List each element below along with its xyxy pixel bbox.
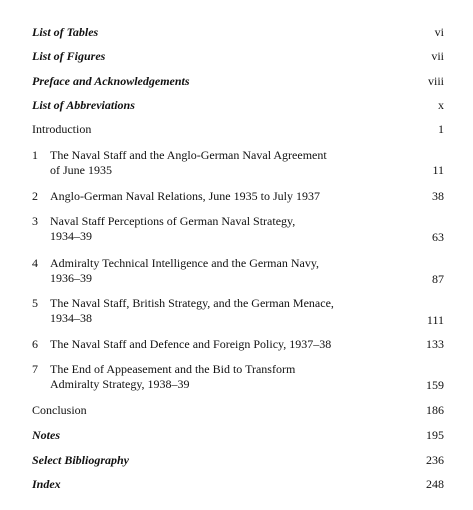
chapter-title-line-1: The Naval Staff and Defence and Foreign Policy, 1937–38	[50, 337, 332, 351]
toc-entry-chapter-7[interactable]	[32, 362, 444, 392]
toc-entry-page: 186	[426, 403, 444, 417]
toc-entry-chapter-4[interactable]	[32, 256, 444, 286]
chapter-title	[50, 214, 380, 244]
chapter-title-line-2: of June 1935	[50, 163, 112, 177]
chapter-title-line-2: 1934–39	[50, 229, 92, 243]
chapter-title-line-2: 1934–38	[50, 311, 92, 325]
toc-entry-title: List of Abbreviations	[32, 98, 135, 112]
chapter-title-line-1: Naval Staff Perceptions of German Naval Strategy,	[50, 214, 296, 228]
toc-entry-page: viii	[427, 74, 444, 88]
chapter-title-line-1: Anglo-German Naval Relations, June 1935 to July 1937	[50, 189, 320, 203]
chapter-title-line-1: The Naval Staff, British Strategy, and the German Menace,	[50, 296, 334, 310]
toc-entry-page: 38	[432, 189, 444, 203]
chapter-number: 2	[32, 189, 38, 203]
chapter-title-line-1: The End of Appeasement and the Bid to Transform	[50, 362, 296, 376]
chapter-title	[50, 362, 380, 392]
chapter-title	[50, 189, 380, 204]
toc-entry-page: vii	[431, 49, 444, 63]
chapter-title	[50, 337, 380, 352]
toc-entry-page: 159	[426, 378, 444, 392]
toc-entry-title: Introduction	[32, 122, 92, 136]
toc-entry-title: Conclusion	[32, 403, 87, 417]
chapter-title-line-2: 1936–39	[50, 271, 92, 285]
toc-entry-page: vi	[434, 25, 444, 39]
toc-entry-title: Select Bibliography	[32, 453, 129, 467]
chapter-number: 1	[32, 148, 38, 162]
chapter-title	[50, 256, 380, 286]
toc-entry-page: x	[438, 98, 444, 112]
toc-entry-page: 248	[426, 477, 444, 491]
toc-entry-page: 63	[432, 230, 444, 244]
chapter-title	[50, 148, 380, 178]
chapter-title-line-1: The Naval Staff and the Anglo-German Naval Agreement	[50, 148, 327, 162]
chapter-number: 6	[32, 337, 38, 351]
toc-entry-page: 195	[426, 428, 444, 442]
toc-entry-title: Notes	[32, 428, 60, 442]
toc-entry-title: List of Figures	[32, 49, 106, 63]
toc-entry-page: 11	[432, 163, 444, 177]
toc-entry-title: List of Tables	[32, 25, 99, 39]
toc-entry-page: 87	[432, 272, 444, 286]
toc-entry-chapter-3[interactable]	[32, 214, 444, 244]
toc-entry-page: 1	[438, 122, 444, 136]
chapter-number: 3	[32, 214, 38, 228]
toc-entry-chapter-5[interactable]	[32, 296, 444, 326]
toc-entry-title: Index	[32, 477, 61, 491]
toc-entry-title: Preface and Acknowledgements	[32, 74, 190, 88]
chapter-title-line-1: Admiralty Technical Intelligence and the German Navy,	[50, 256, 320, 270]
chapter-number: 4	[32, 256, 38, 270]
chapter-title	[50, 296, 380, 326]
chapter-title-line-2: Admiralty Strategy, 1938–39	[50, 377, 190, 391]
toc-entry-chapter-1[interactable]	[32, 148, 444, 178]
toc-entry-page: 236	[426, 453, 444, 467]
chapter-number: 5	[32, 296, 38, 310]
toc-entry-page: 133	[426, 337, 444, 351]
toc-entry-page: 111	[426, 313, 444, 327]
chapter-number: 7	[32, 362, 38, 376]
